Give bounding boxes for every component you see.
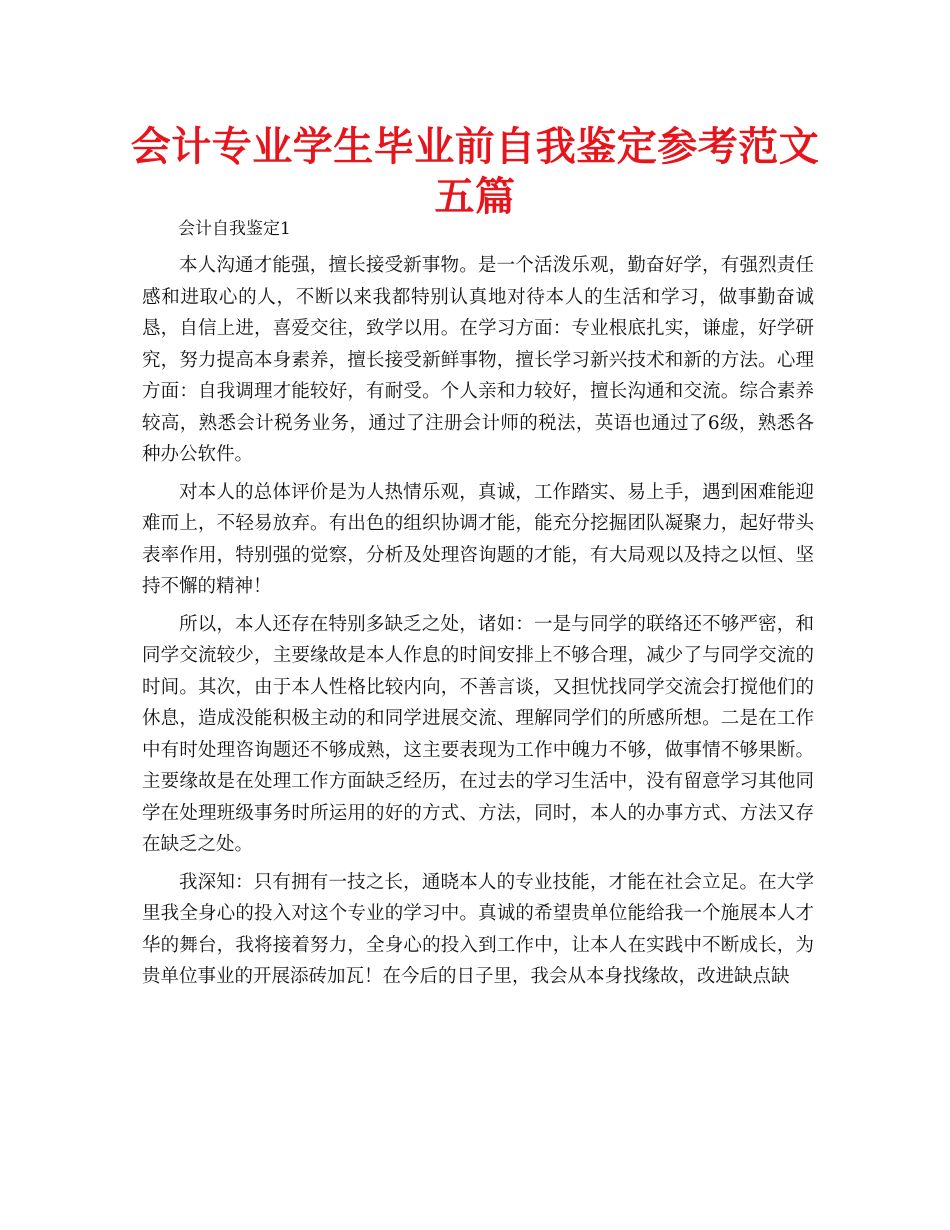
section-heading: 会计自我鉴定1 [178,219,291,239]
paragraph: 对本人的总体评价是为人热情乐观，真诚，工作踏实、易上手，遇到困难能迎难而上，不轻易放弃。有出色的组织协调才能，能充分挖掘团队凝聚力，起好带头表率作用，特别强的觉察，分析及处理咨询题的才能，有大局观以及持之以恒、坚持不懈的精神！ [142,481,814,597]
document-title: 会计专业学生毕业前自我鉴定参考范文五篇 [130,124,820,220]
paragraph: 所以，本人还存在特别多缺乏之处，诸如：一是与同学的联络还不够严密，和同学交流较少，主要缘故是本人作息的时间安排上不够合理，减少了与同学交流的时间。其次，由于本人性格比较内向，不善言谈，又担忧找同学交流会打搅他们的休息，造成没能积极主动的和同学进展交流、理解同学们的所感所想。二是在工作中有时处理咨询题还不够成熟，这主要表现为工作中魄力不够，做事情不够果断。主要缘故是在处理工作方面缺乏经历，在过去的学习生活中，没有留意学习其他同学在处理班级事务时所运用的好的方式、方法，同时，本人的办事方式、方法又存在缺乏之处。 [142,613,814,855]
document-body [142,250,814,999]
paragraph: 我深知：只有拥有一技之长，通晓本人的专业技能，才能在社会立足。在大学里我全身心的投入对这个专业的学习中。真诚的希望贵单位能给我一个施展本人才华的舞台，我将接着努力，全身心的投入到工作中，让本人在实践中不断成长，为贵单位事业的开展添砖加瓦！在今后的日子里，我会从本身找缘故，改进缺点缺 [142,871,814,987]
paragraph: 本人沟通才能强，擅长接受新事物。是一个活泼乐观，勤奋好学，有强烈责任感和进取心的人，不断以来我都特别认真地对待本人的生活和学习，做事勤奋诚恳，自信上进，喜爱交往，致学以用。在学习方面：专业根底扎实，谦虚，好学研究，努力提高本身素养，擅长接受新鲜事物，擅长学习新兴技术和新的方法。心理方面：自我调理才能较好，有耐受。个人亲和力较好，擅长沟通和交流。综合素养较高，熟悉会计税务业务，通过了注册会计师的税法，英语也通过了6级，熟悉各种办公软件。 [142,255,814,465]
